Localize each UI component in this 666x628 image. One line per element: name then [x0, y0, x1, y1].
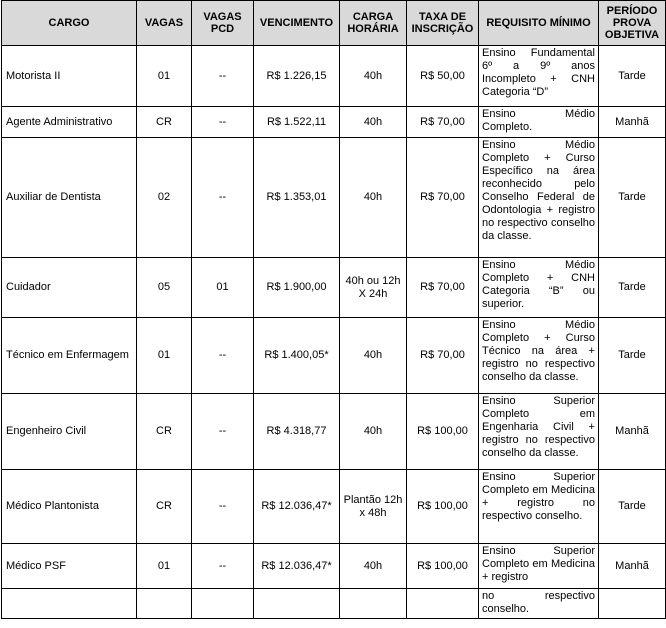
cell-carga: 40h ou 12h X 24h: [340, 258, 407, 318]
header-vagas-pcd: VAGAS PCD: [192, 1, 254, 46]
cell-periodo: Manhã: [599, 544, 666, 589]
cell-vagas-pcd: [192, 589, 254, 619]
header-carga-horaria: CARGA HORÁRIA: [340, 1, 407, 46]
cell-vagas: 02: [137, 138, 192, 258]
cell-cargo: Cuidador: [2, 258, 137, 318]
cell-requisito: Ensino Superior Completo em Medicina + registro: [479, 544, 599, 589]
cell-vencimento: R$ 1.522,11: [254, 107, 340, 138]
cell-cargo: Auxiliar de Dentista: [2, 138, 137, 258]
cell-requisito: Ensino Fundamental 6º a 9º anos Incompleto + CNH Categoria “D”: [479, 46, 599, 107]
cell-carga: 40h: [340, 544, 407, 589]
cell-carga: 40h: [340, 138, 407, 258]
cell-vagas: 01: [137, 544, 192, 589]
cell-periodo: Tarde: [599, 318, 666, 394]
cell-vencimento: R$ 1.353,01: [254, 138, 340, 258]
cell-taxa: R$ 100,00: [407, 544, 479, 589]
cell-taxa: R$ 70,00: [407, 107, 479, 138]
cell-vagas-pcd: --: [192, 46, 254, 107]
table-row: [2, 258, 666, 318]
cell-vencimento: R$ 12.036,47*: [254, 544, 340, 589]
cell-cargo: Médico Plantonista: [2, 470, 137, 544]
cell-periodo: Tarde: [599, 138, 666, 258]
table-row: [2, 544, 666, 589]
cell-taxa: R$ 100,00: [407, 470, 479, 544]
table-row: [2, 46, 666, 107]
cell-carga: 40h: [340, 46, 407, 107]
cell-taxa: R$ 70,00: [407, 258, 479, 318]
cell-periodo: Manhã: [599, 107, 666, 138]
cell-taxa: R$ 70,00: [407, 138, 479, 258]
cell-vagas: CR: [137, 107, 192, 138]
cell-vagas-pcd: --: [192, 318, 254, 394]
table-row: [2, 470, 666, 544]
cell-vagas: 01: [137, 46, 192, 107]
cell-taxa: R$ 70,00: [407, 318, 479, 394]
cell-vagas: 01: [137, 318, 192, 394]
cell-requisito: Ensino Médio Completo + CNH Categoria “B” ou superior.: [479, 258, 599, 318]
table-row: [2, 394, 666, 470]
cell-requisito: Ensino Superior Completo em Medicina + registro no respectivo conselho.: [479, 470, 599, 544]
cell-carga: 40h: [340, 107, 407, 138]
cell-vagas: 05: [137, 258, 192, 318]
cell-requisito: Ensino Médio Completo + Curso Técnico na área + registro no respectivo conselho da classe.: [479, 318, 599, 394]
header-requisito-minimo: REQUISITO MÍNIMO: [479, 1, 599, 46]
cell-cargo: Engenheiro Civil: [2, 394, 137, 470]
cell-vagas-pcd: --: [192, 107, 254, 138]
cell-taxa: R$ 50,00: [407, 46, 479, 107]
cargos-table: [1, 0, 666, 619]
cell-vencimento: R$ 1.900,00: [254, 258, 340, 318]
cell-vagas-pcd: 01: [192, 258, 254, 318]
cell-vencimento: R$ 12.036,47*: [254, 470, 340, 544]
cell-requisito: Ensino Médio Completo.: [479, 107, 599, 138]
table-row: [2, 318, 666, 394]
cell-cargo: Motorista II: [2, 46, 137, 107]
cell-carga: 40h: [340, 318, 407, 394]
cell-carga: [340, 589, 407, 619]
cell-carga: 40h: [340, 394, 407, 470]
cell-carga: Plantão 12h x 48h: [340, 470, 407, 544]
table-header-row: [2, 1, 666, 46]
cell-periodo: Manhã: [599, 394, 666, 470]
table-row: [2, 589, 666, 619]
table-row: [2, 138, 666, 258]
cell-cargo: Médico PSF: [2, 544, 137, 589]
header-vagas: VAGAS: [137, 1, 192, 46]
cell-vagas: CR: [137, 470, 192, 544]
cell-cargo: Agente Administrativo: [2, 107, 137, 138]
cell-vagas-pcd: --: [192, 470, 254, 544]
cell-periodo: Tarde: [599, 258, 666, 318]
cell-periodo: Tarde: [599, 470, 666, 544]
cell-vagas: [137, 589, 192, 619]
cell-requisito: Ensino Médio Completo + Curso Específico na área reconhecido pelo Conselho Federal de Odontologia + registro no respectivo conselho da classe.: [479, 138, 599, 258]
header-vencimento: VENCIMENTO: [254, 1, 340, 46]
cell-vencimento: [254, 589, 340, 619]
cell-vagas-pcd: --: [192, 138, 254, 258]
cell-vagas-pcd: --: [192, 394, 254, 470]
cell-vencimento: R$ 1.226,15: [254, 46, 340, 107]
cell-requisito: Ensino Superior Completo em Engenharia Civil + registro no respectivo conselho da classe.: [479, 394, 599, 470]
cell-cargo: [2, 589, 137, 619]
cell-vencimento: R$ 4.318,77: [254, 394, 340, 470]
cell-vagas: CR: [137, 394, 192, 470]
header-taxa-inscricao: TAXA DE INSCRIÇÃO: [407, 1, 479, 46]
cell-cargo: Técnico em Enfermagem: [2, 318, 137, 394]
cell-periodo: Tarde: [599, 46, 666, 107]
table-row: [2, 107, 666, 138]
cell-periodo: [599, 589, 666, 619]
header-cargo: CARGO: [2, 1, 137, 46]
cell-requisito: no respectivo conselho.: [479, 589, 599, 619]
cell-vagas-pcd: --: [192, 544, 254, 589]
cell-taxa: [407, 589, 479, 619]
header-periodo-prova: PERÍODO PROVA OBJETIVA: [599, 1, 666, 46]
cell-vencimento: R$ 1.400,05*: [254, 318, 340, 394]
cell-taxa: R$ 100,00: [407, 394, 479, 470]
